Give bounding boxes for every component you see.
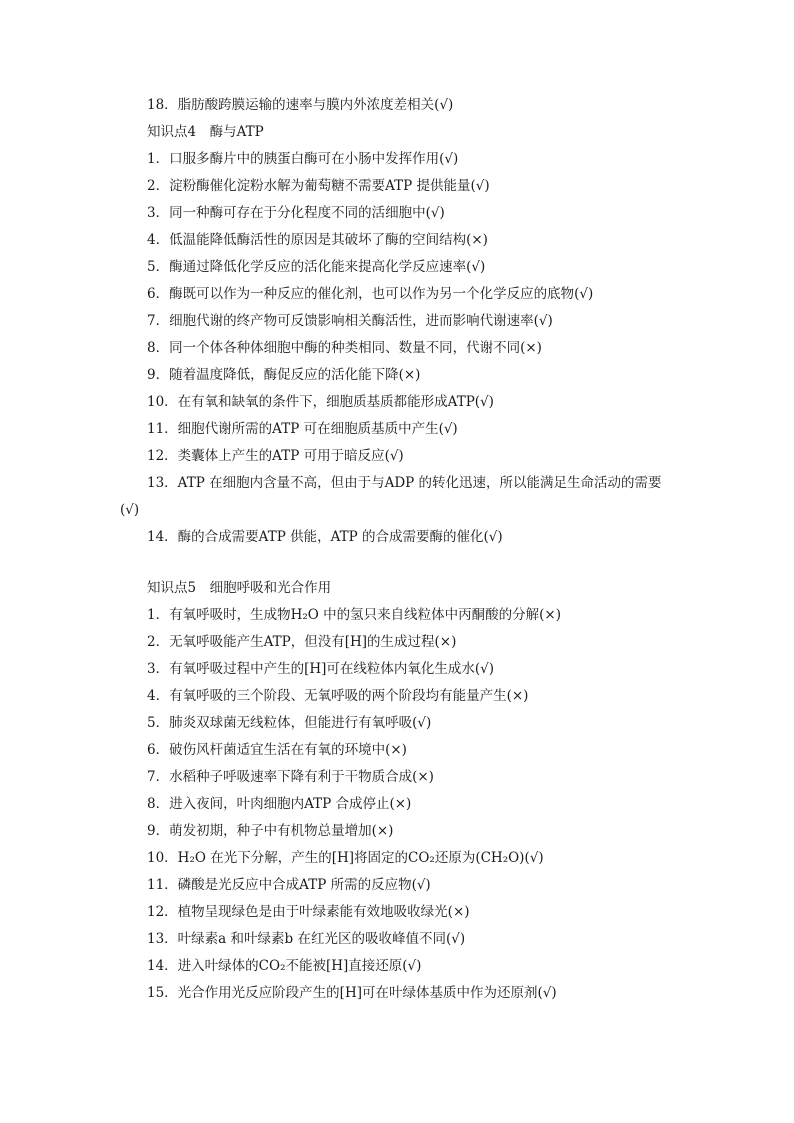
section5-item: 4．有氧呼吸的三个阶段、无氧呼吸的两个阶段均有能量产生(×) bbox=[147, 688, 529, 704]
section5-item: 14．进入叶绿体的CO₂不能被[H]直接还原(√) bbox=[147, 958, 422, 974]
section5-item: 3．有氧呼吸过程中产生的[H]可在线粒体内氧化生成水(√) bbox=[147, 661, 495, 677]
section3-item-18: 18．脂肪酸跨膜运输的速率与膜内外浓度差相关(√) bbox=[147, 97, 454, 113]
section4-item: 7．细胞代谢的终产物可反馈影响相关酶活性，进而影响代谢速率(√) bbox=[147, 313, 553, 329]
section4-item: 3．同一种酶可存在于分化程度不同的活细胞中(√) bbox=[147, 205, 445, 221]
section5-item: 11．磷酸是光反应中合成ATP 所需的反应物(√) bbox=[147, 877, 431, 893]
section5-item: 5．肺炎双球菌无线粒体，但能进行有氧呼吸(√) bbox=[147, 715, 432, 731]
section4-item: 5．酶通过降低化学反应的活化能来提高化学反应速率(√) bbox=[147, 259, 486, 275]
section4-item: 12．类囊体上产生的ATP 可用于暗反应(√) bbox=[147, 448, 404, 464]
section4-item: 8．同一个体各种体细胞中酶的种类相同、数量不同，代谢不同(×) bbox=[147, 340, 542, 356]
section4-item: 4．低温能降低酶活性的原因是其破坏了酶的空间结构(×) bbox=[147, 232, 488, 248]
section5-item: 2．无氧呼吸能产生ATP，但没有[H]的生成过程(×) bbox=[147, 634, 457, 650]
section5-item: 7．水稻种子呼吸速率下降有利于干物质合成(×) bbox=[147, 769, 434, 785]
section4-item: 10．在有氧和缺氧的条件下，细胞质基质都能形成ATP(√) bbox=[147, 394, 494, 410]
section4-item: 11．细胞代谢所需的ATP 可在细胞质基质中产生(√) bbox=[147, 421, 458, 437]
section5-item: 8．进入夜间，叶肉细胞内ATP 合成停止(×) bbox=[147, 796, 412, 812]
section5-item: 6．破伤风杆菌适宜生活在有氧的环境中(×) bbox=[147, 742, 407, 758]
section4-item: 6．酶既可以作为一种反应的催化剂，也可以作为另一个化学反应的底物(√) bbox=[147, 286, 594, 302]
section4-item: 1．口服多酶片中的胰蛋白酶可在小肠中发挥作用(√) bbox=[147, 151, 459, 167]
section5-heading: 知识点5 细胞呼吸和光合作用 bbox=[147, 580, 332, 596]
section5-item: 10．H₂O 在光下分解，产生的[H]将固定的CO₂还原为(CH₂O)(√) bbox=[147, 850, 544, 866]
section5-item: 9．萌发初期，种子中有机物总量增加(×) bbox=[147, 823, 394, 839]
section5-item: 15．光合作用光反应阶段产生的[H]可在叶绿体基质中作为还原剂(√) bbox=[147, 985, 557, 1001]
section-spacer bbox=[120, 551, 680, 575]
section4-item: 2．淀粉酶催化淀粉水解为葡萄糖不需要ATP 提供能量(√) bbox=[147, 178, 490, 194]
section4-item: 14．酶的合成需要ATP 供能，ATP 的合成需要酶的催化(√) bbox=[147, 529, 503, 545]
section4-item: 9．随着温度降低，酶促反应的活化能下降(×) bbox=[147, 367, 421, 383]
section5-item: 12．植物呈现绿色是由于叶绿素能有效地吸收绿光(×) bbox=[147, 904, 470, 920]
section4-item: 13．ATP 在细胞内含量不高，但由于与ADP 的转化迅速，所以能满足生命活动的需要(√) bbox=[120, 475, 662, 518]
section5-item: 13．叶绿素a 和叶绿素b 在红光区的吸收峰值不同(√) bbox=[147, 931, 466, 947]
section5-item: 1．有氧呼吸时，生成物H₂O 中的氢只来自线粒体中丙酮酸的分解(×) bbox=[147, 607, 561, 623]
section4-heading: 知识点4 酶与ATP bbox=[147, 124, 264, 140]
document-body bbox=[120, 92, 680, 1007]
